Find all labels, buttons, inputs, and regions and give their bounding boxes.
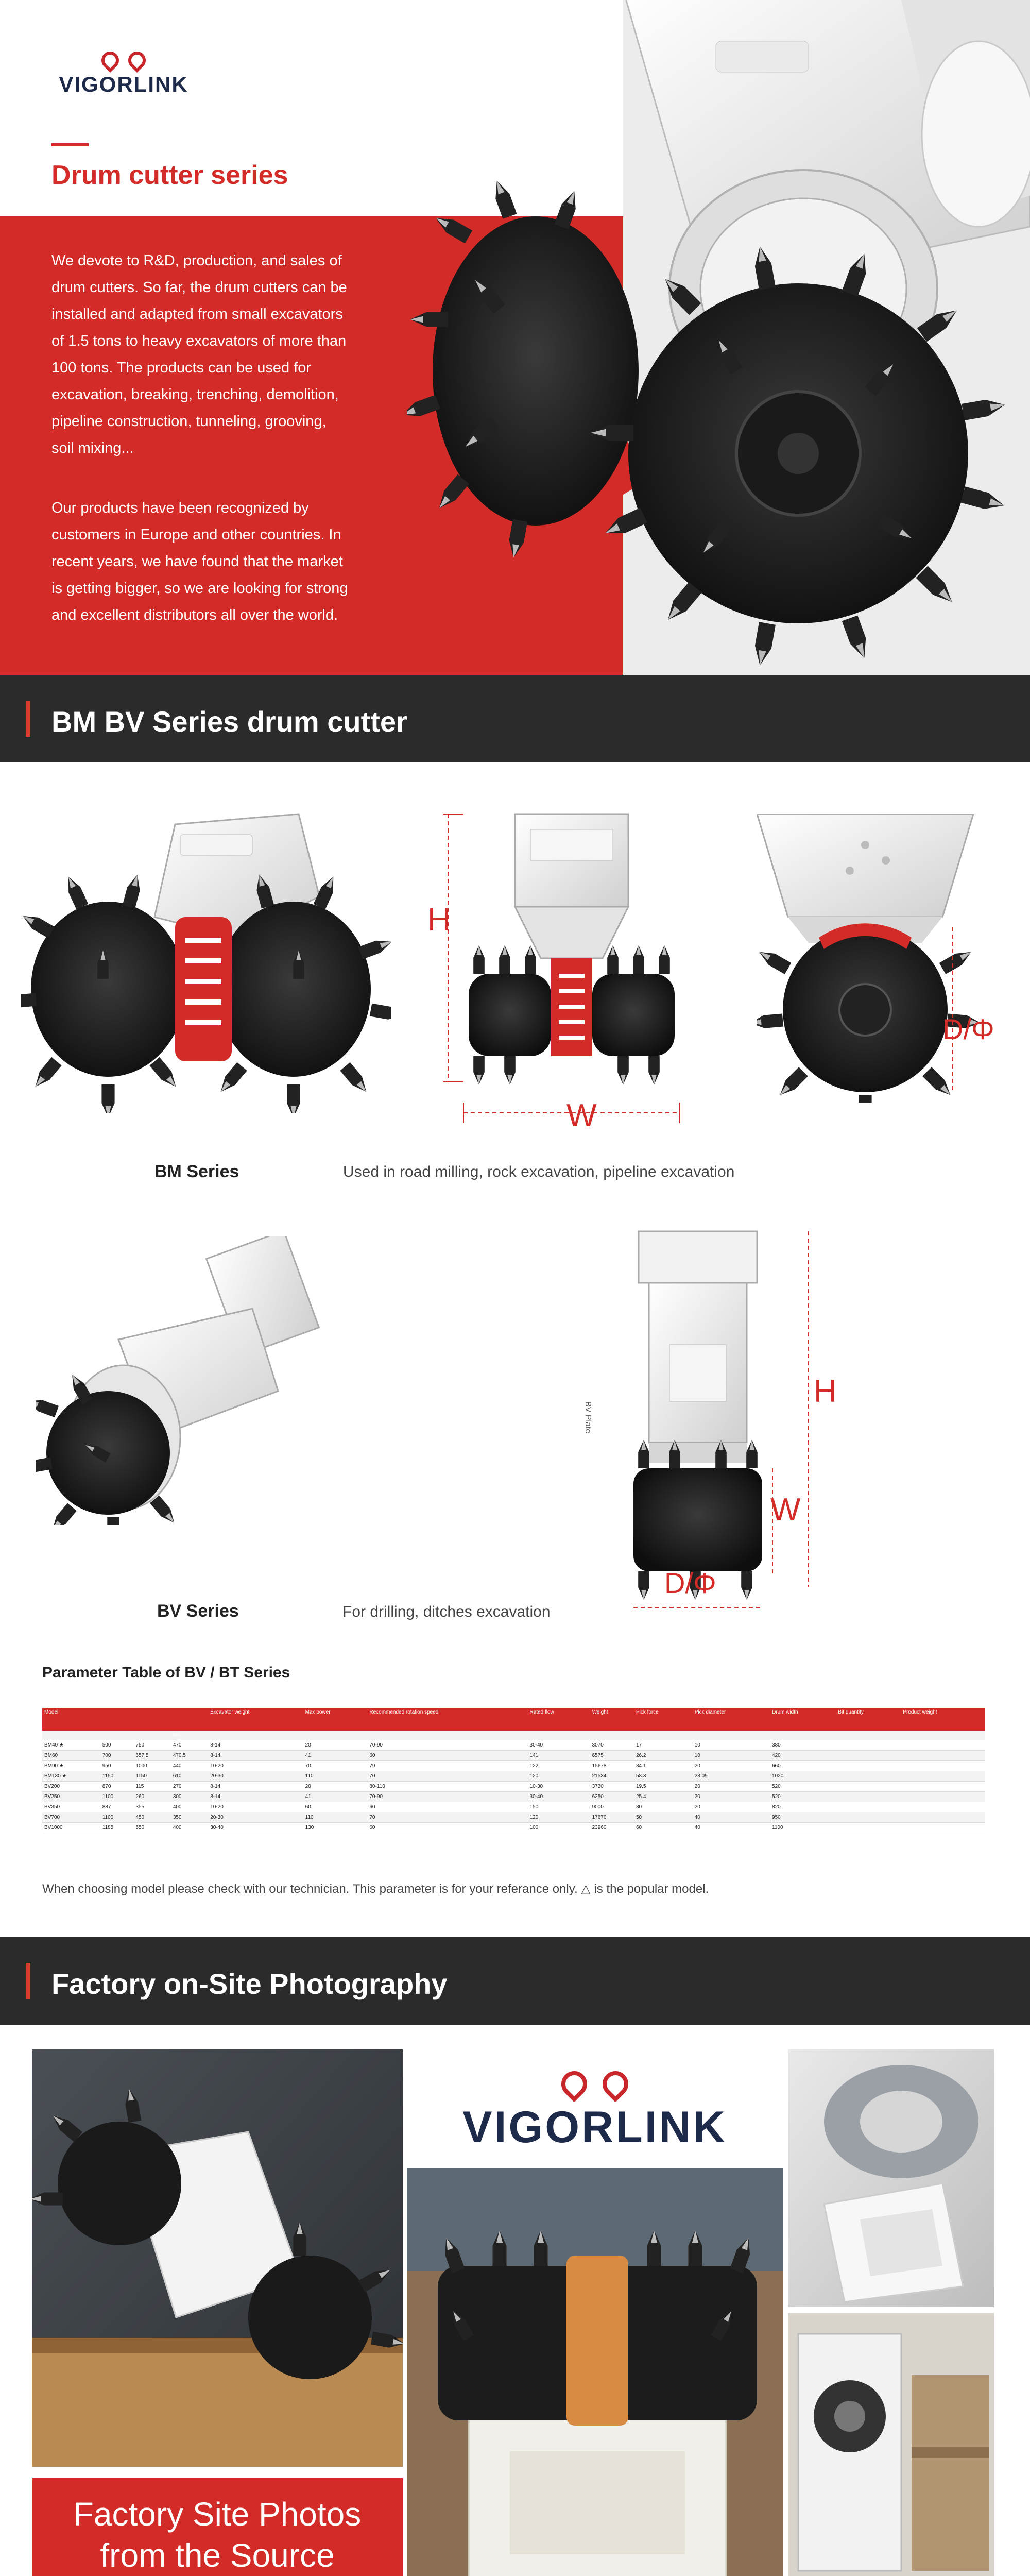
table-cell: 70: [367, 1771, 527, 1781]
table-cell: [836, 1822, 901, 1833]
table-cell: 820: [770, 1802, 836, 1812]
table-cell: 300: [171, 1791, 208, 1802]
table-cell: 30: [634, 1802, 693, 1812]
bm-series-label: BM Series: [154, 1162, 239, 1181]
table-cell: 30-40: [208, 1822, 303, 1833]
table-cell: BM130 ★: [42, 1771, 100, 1781]
table-cell: BV700: [42, 1812, 100, 1822]
table-cell: 8-14: [208, 1750, 303, 1760]
table-cell: 400: [171, 1802, 208, 1812]
table-cell: 100: [528, 1822, 590, 1833]
table-cell: [901, 1822, 985, 1833]
intro-line: of 1.5 tons to heavy excavators of more than: [52, 333, 347, 349]
market-line: customers in Europe and other countries. In: [52, 527, 341, 543]
table-cell: [901, 1771, 985, 1781]
table-cell: 20: [303, 1740, 368, 1750]
table-cell: [901, 1760, 985, 1771]
unit-cell: ton: [171, 1731, 208, 1740]
table-cell: 20: [693, 1791, 770, 1802]
bv-dimension-d-label: D/Φ: [664, 1567, 716, 1599]
header-cell: Pick diameter: [693, 1708, 770, 1731]
table-cell: 1000: [133, 1760, 170, 1771]
bv-series-description: For drilling, ditches excavation: [342, 1603, 551, 1620]
table-cell: 870: [100, 1781, 134, 1791]
intro-line: We devote to R&D, production, and sales of: [52, 252, 342, 269]
parameter-table-body: [42, 1731, 985, 1833]
table-cell: 110: [303, 1812, 368, 1822]
table-cell: BM60: [42, 1750, 100, 1760]
table-cell: 1100: [770, 1822, 836, 1833]
table-cell: 80-110: [367, 1781, 527, 1791]
table-row: [42, 1812, 985, 1822]
table-cell: 1185: [100, 1822, 134, 1833]
dimension-h-label: H: [427, 902, 451, 938]
table-cell: 355: [133, 1802, 170, 1812]
table-cell: 270: [171, 1781, 208, 1791]
table-cell: 20: [693, 1802, 770, 1812]
table-cell: 1100: [100, 1791, 134, 1802]
bm-side-dimension-drawing: [757, 814, 984, 1103]
table-cell: 887: [100, 1802, 134, 1812]
table-cell: 1150: [100, 1771, 134, 1781]
table-cell: 470: [171, 1740, 208, 1750]
table-cell: [836, 1781, 901, 1791]
table-cell: BM40 ★: [42, 1740, 100, 1750]
table-cell: BV200: [42, 1781, 100, 1791]
table-cell: 400: [171, 1822, 208, 1833]
intro-line: excavation, breaking, trenching, demolition,: [52, 386, 339, 403]
table-cell: 122: [528, 1760, 590, 1771]
hero-market-paragraph: [52, 495, 402, 629]
table-cell: 41: [303, 1750, 368, 1760]
section-accent: [26, 701, 30, 737]
table-row: [42, 1781, 985, 1791]
table-cell: 1100: [100, 1812, 134, 1822]
hero-intro-paragraph: [52, 247, 402, 462]
table-cell: 60: [367, 1750, 527, 1760]
bm-series-description: Used in road milling, rock excavation, pipeline excavation: [343, 1163, 735, 1180]
logo-mark-icon: [52, 52, 196, 69]
header-cell: Rated flow: [528, 1708, 590, 1731]
table-cell: 60: [634, 1822, 693, 1833]
section-bar-factory: [0, 1937, 1030, 2025]
title-underline: [52, 143, 89, 146]
table-cell: 450: [133, 1812, 170, 1822]
table-cell: 150: [528, 1802, 590, 1812]
table-cell: 79: [367, 1760, 527, 1771]
table-cell: 17: [634, 1740, 693, 1750]
intro-line: installed and adapted from small excavators: [52, 306, 343, 323]
bv-dimension-h-label: H: [814, 1374, 837, 1409]
table-cell: 120: [528, 1812, 590, 1822]
table-row: [42, 1771, 985, 1781]
table-cell: 60: [367, 1822, 527, 1833]
table-cell: BM90 ★: [42, 1760, 100, 1771]
table-cell: 8-14: [208, 1740, 303, 1750]
table-cell: [836, 1791, 901, 1802]
table-cell: [836, 1740, 901, 1750]
header-cell: Recommended rotation speed: [367, 1708, 527, 1731]
factory-brand-logo: [407, 2071, 783, 2153]
table-cell: 660: [770, 1760, 836, 1771]
table-cell: 380: [770, 1740, 836, 1750]
table-cell: [901, 1802, 985, 1812]
logo-mark-icon: [407, 2071, 783, 2097]
table-cell: 610: [171, 1771, 208, 1781]
table-cell: 70-90: [367, 1791, 527, 1802]
factory-caption-line: Factory Site Photos: [73, 2496, 362, 2533]
table-cell: 1150: [133, 1771, 170, 1781]
table-cell: 750: [133, 1740, 170, 1750]
intro-line: drum cutters. So far, the drum cutters can be: [52, 279, 347, 296]
header-cell: Max power: [303, 1708, 368, 1731]
table-cell: 520: [770, 1781, 836, 1791]
table-cell: 3730: [590, 1781, 634, 1791]
table-cell: 950: [770, 1812, 836, 1822]
dimension-d-label: D/Φ: [942, 1013, 994, 1045]
table-row: [42, 1750, 985, 1760]
intro-line: pipeline construction, tunneling, grooving,: [52, 413, 327, 430]
table-cell: 20: [693, 1760, 770, 1771]
table-cell: BV1000: [42, 1822, 100, 1833]
table-cell: 700: [100, 1750, 134, 1760]
table-cell: 657.5: [133, 1750, 170, 1760]
factory-photo-parts: [788, 2049, 994, 2307]
header-cell: Pick force: [634, 1708, 693, 1731]
parameter-note: When choosing model please check with our technician. This parameter is for your referance only. △ is the popular model.: [42, 1882, 709, 1896]
table-cell: 350: [171, 1812, 208, 1822]
table-cell: 70: [367, 1812, 527, 1822]
table-cell: 3070: [590, 1740, 634, 1750]
bv-series-label: BV Series: [157, 1601, 239, 1621]
bv-dimension-w-label: W: [770, 1492, 801, 1528]
table-cell: [901, 1740, 985, 1750]
dimension-w-label: W: [566, 1098, 597, 1133]
hero-drum-cutter-image: [407, 0, 1030, 675]
section-title: BM BV Series drum cutter: [52, 705, 407, 738]
table-cell: 6250: [590, 1791, 634, 1802]
factory-caption-line: from the Source: [100, 2537, 335, 2574]
table-cell: 26.2: [634, 1750, 693, 1760]
table-cell: [836, 1760, 901, 1771]
table-sub-header: [42, 1731, 985, 1740]
table-cell: 10: [693, 1750, 770, 1760]
table-cell: 19.5: [634, 1781, 693, 1791]
parameter-table-header: [42, 1708, 985, 1731]
table-cell: [836, 1812, 901, 1822]
table-cell: 34.1: [634, 1760, 693, 1771]
table-cell: 440: [171, 1760, 208, 1771]
table-cell: 30-40: [528, 1791, 590, 1802]
table-cell: 23960: [590, 1822, 634, 1833]
logo-text: VIGORLINK: [59, 72, 188, 96]
table-cell: 30-40: [528, 1740, 590, 1750]
intro-line: 100 tons. The products can be used for: [52, 360, 312, 376]
table-cell: [901, 1812, 985, 1822]
header-cell: [100, 1708, 134, 1731]
table-cell: 8-14: [208, 1781, 303, 1791]
table-cell: 60: [367, 1802, 527, 1812]
table-cell: 10-20: [208, 1802, 303, 1812]
table-cell: 8-14: [208, 1791, 303, 1802]
bv-series-image: [36, 1236, 355, 1525]
table-cell: 115: [133, 1781, 170, 1791]
header-cell: [171, 1708, 208, 1731]
table-cell: 58.3: [634, 1771, 693, 1781]
table-cell: 1020: [770, 1771, 836, 1781]
table-row: [42, 1822, 985, 1833]
market-line: recent years, we have found that the market: [52, 553, 343, 570]
page-title: Drum cutter series: [52, 160, 288, 190]
factory-photo-motor: [788, 2313, 994, 2576]
parameter-table-title: Parameter Table of BV / BT Series: [42, 1664, 290, 1681]
table-cell: 10-20: [208, 1760, 303, 1771]
table-cell: 20-30: [208, 1771, 303, 1781]
table-cell: 50: [634, 1812, 693, 1822]
table-row: [42, 1740, 985, 1750]
factory-photo-crate: [32, 2049, 403, 2467]
table-cell: 470.5: [171, 1750, 208, 1760]
table-cell: 10-30: [528, 1781, 590, 1791]
market-line: and excellent distributors all over the world.: [52, 607, 338, 623]
market-line: is getting bigger, so we are looking for strong: [52, 580, 348, 597]
table-row: [42, 1802, 985, 1812]
table-cell: 550: [133, 1822, 170, 1833]
table-cell: 17670: [590, 1812, 634, 1822]
intro-line: soil mixing...: [52, 440, 134, 456]
table-cell: 15678: [590, 1760, 634, 1771]
table-cell: 260: [133, 1791, 170, 1802]
table-cell: [836, 1750, 901, 1760]
brand-logo[interactable]: [52, 52, 196, 97]
table-cell: 70: [303, 1760, 368, 1771]
table-cell: 141: [528, 1750, 590, 1760]
table-cell: BV250: [42, 1791, 100, 1802]
table-cell: 28.09: [693, 1771, 770, 1781]
table-cell: 40: [693, 1812, 770, 1822]
table-cell: 130: [303, 1822, 368, 1833]
table-row: [42, 1760, 985, 1771]
table-cell: 10: [693, 1740, 770, 1750]
table-cell: BV350: [42, 1802, 100, 1812]
bm-series-image: [21, 804, 391, 1113]
table-cell: 110: [303, 1771, 368, 1781]
section-accent: [26, 1963, 30, 1999]
table-cell: [901, 1781, 985, 1791]
header-cell: Drum width: [770, 1708, 836, 1731]
table-cell: 420: [770, 1750, 836, 1760]
market-line: Our products have been recognized by: [52, 500, 309, 516]
parameter-table: [42, 1708, 985, 1833]
table-cell: 25.4: [634, 1791, 693, 1802]
header-cell: Product weight: [901, 1708, 985, 1731]
table-cell: 950: [100, 1760, 134, 1771]
bm-front-dimension-drawing: [433, 804, 721, 1144]
header-cell: Bit quantity: [836, 1708, 901, 1731]
table-cell: [836, 1802, 901, 1812]
header-cell: Weight: [590, 1708, 634, 1731]
section-bar-bm-bv: [0, 675, 1030, 762]
table-cell: 20-30: [208, 1812, 303, 1822]
table-cell: 41: [303, 1791, 368, 1802]
table-cell: 6575: [590, 1750, 634, 1760]
bv-dimension-drawing: [592, 1226, 860, 1628]
hero-section: [0, 0, 1030, 675]
factory-caption-banner: [32, 2478, 403, 2576]
table-cell: 500: [100, 1740, 134, 1750]
table-cell: 9000: [590, 1802, 634, 1812]
header-cell: Model: [42, 1708, 100, 1731]
header-cell: Excavator weight: [208, 1708, 303, 1731]
table-cell: 21534: [590, 1771, 634, 1781]
table-cell: 70-90: [367, 1740, 527, 1750]
table-cell: 20: [303, 1781, 368, 1791]
bv-plate-label: BV Plate: [583, 1401, 592, 1434]
table-cell: 60: [303, 1802, 368, 1812]
table-cell: 120: [528, 1771, 590, 1781]
table-cell: 40: [693, 1822, 770, 1833]
table-cell: 520: [770, 1791, 836, 1802]
section-title: Factory on-Site Photography: [52, 1968, 448, 2000]
table-row: [42, 1791, 985, 1802]
factory-brand-text: VIGORLINK: [462, 2103, 727, 2152]
table-cell: 20: [693, 1781, 770, 1791]
table-cell: [901, 1791, 985, 1802]
table-cell: [901, 1750, 985, 1760]
header-cell: [133, 1708, 170, 1731]
table-cell: [836, 1771, 901, 1781]
